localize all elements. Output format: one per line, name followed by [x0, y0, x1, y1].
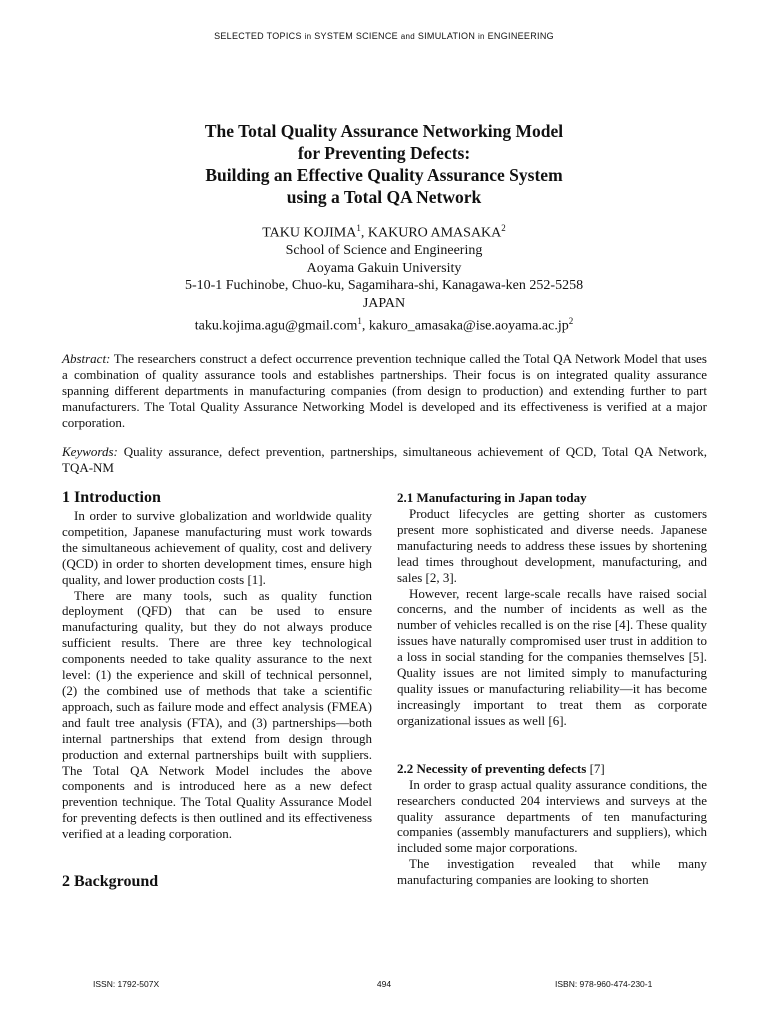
header-part: in: [304, 32, 312, 41]
paragraph: In order to survive globalization and worldwide quality competition, Japanese manufacturing must work towards the simultaneous achievement of quality, cost and delivery (QCD) in order to shorten development times, ensure high quality, and lower production costs [1].: [62, 508, 372, 587]
abstract: [62, 351, 707, 431]
email-separator: ,: [361, 318, 369, 334]
author-name: TAKU KOJIMA: [262, 225, 357, 241]
affiliation-line: Aoyama Gakuin University: [306, 260, 462, 276]
abstract-label: Abstract:: [62, 351, 111, 366]
header-part: in: [477, 32, 485, 41]
title-line: Building an Effective Quality Assurance System: [205, 165, 563, 185]
keywords-label: Keywords:: [62, 444, 118, 459]
footer-isbn: ISBN: 978-960-474-230-1: [555, 979, 653, 989]
paragraph: Product lifecycles are getting shorter as customers present more sophisticated and diverse needs. Japanese manufacturing needs to address these issues by shortening lead times throughout development, manufacturing, and sales [2, 3].: [397, 506, 707, 585]
section-heading-background: 2 Background: [62, 873, 159, 891]
left-column: [62, 488, 372, 892]
paragraph: However, recent large-scale recalls have raised social concerns, and the number of incidents as well as the number of vehicles recalled is on the rise [4]. These quality issues have naturally compromised user trust in addition to a loss in social standing for the companies themselves [5]. Quality issues are not limited simply to manufacturing quality issues or manufacturing reliability—it has become increasingly important to treat them as corporate organizational issues as well [6].: [397, 585, 707, 728]
authors-line: [0, 220, 768, 242]
subsection-heading-2-1: 2.1 Manufacturing in Japan today: [397, 490, 587, 505]
running-header: [0, 31, 768, 41]
keywords: [62, 444, 707, 476]
abstract-text: The researchers construct a defect occurrence prevention technique called the Total QA Network Model that uses a combination of quality assurance tools and establishes partnerships. Their focus is on integrated quality assurance spanning different departments in manufacturing companies (from design to production) and extending further to part manufacturers. The Total Quality Assurance Networking Model is developed and its effectiveness is verified at a major corporation.: [62, 351, 707, 430]
email-sup: 1: [357, 315, 362, 326]
email-sup: 2: [568, 315, 574, 326]
author-sup: 1: [356, 223, 361, 233]
header-part: SELECTED TOPICS: [214, 31, 302, 41]
author-block: [0, 220, 768, 335]
email-link[interactable]: kakuro_amasaka@ise.aoyama.ac.jp: [368, 318, 569, 334]
email-link[interactable]: taku.kojima.agu@gmail.com: [194, 318, 358, 334]
section-heading-introduction: 1 Introduction: [62, 489, 161, 506]
keywords-text: Quality assurance, defect prevention, partnerships, simultaneous achievement of QCD, Total QA Network, TQA-NM: [62, 444, 707, 475]
paragraph: The investigation revealed that while many manufacturing companies are looking to shorten: [397, 856, 707, 888]
author-name: KAKURO AMASAKA: [367, 225, 502, 241]
citation-ref: [7]: [586, 760, 605, 776]
subsection-heading-2-2: [397, 761, 707, 777]
footer-issn: ISSN: 1792-507X: [93, 979, 160, 989]
title-line: for Preventing Defects:: [297, 143, 471, 163]
header-part: and: [400, 32, 415, 41]
paper-title: [0, 120, 768, 208]
footer-page-number: 494: [376, 979, 392, 989]
emails-line: [0, 313, 768, 335]
header-part: ENGINEERING: [487, 31, 554, 41]
title-line: The Total Quality Assurance Networking Model: [204, 121, 564, 141]
author-sup: 2: [501, 223, 506, 233]
header-part: SYSTEM SCIENCE: [314, 31, 398, 41]
title-line: using a Total QA Network: [286, 187, 482, 207]
subsection-title: 2.2 Necessity of preventing defects: [397, 760, 587, 776]
affiliation-line: School of Science and Engineering: [285, 243, 483, 259]
header-part: SIMULATION: [417, 31, 476, 41]
affiliation-line: JAPAN: [362, 296, 406, 312]
affiliation-line: 5-10-1 Fuchinobe, Chuo-ku, Sagamihara-shi, Kanagawa-ken 252-5258: [184, 278, 584, 294]
right-column: [397, 488, 707, 888]
paragraph: There are many tools, such as quality function deployment (QFD) that can be used to ensure manufacturing quality, but they do not always produce sufficient results. There are three key technological components needed to take quality assurance to the next level: (1) the experience and skill of technical personnel, (2) the combined use of methods that take a scientific approach, such as failure mode and effect analysis (FMEA) and fault tree analysis (FTA), and (3) partnerships—both internal partnerships that extend from design through production and external partnerships built with suppliers. The Total QA Network Model includes the above components and is introduced here as a new defect prevention technique. The Total Quality Assurance Model for preventing defects is then outlined and its effectiveness verified at a leading corporation.: [62, 587, 372, 842]
paragraph: In order to grasp actual quality assurance conditions, the researchers conducted 204 interviews and surveys at the quality assurance departments of ten manufacturing companies (assembly manufacturers and suppliers), which included some major corporations.: [397, 776, 707, 856]
author-separator: ,: [360, 225, 368, 241]
